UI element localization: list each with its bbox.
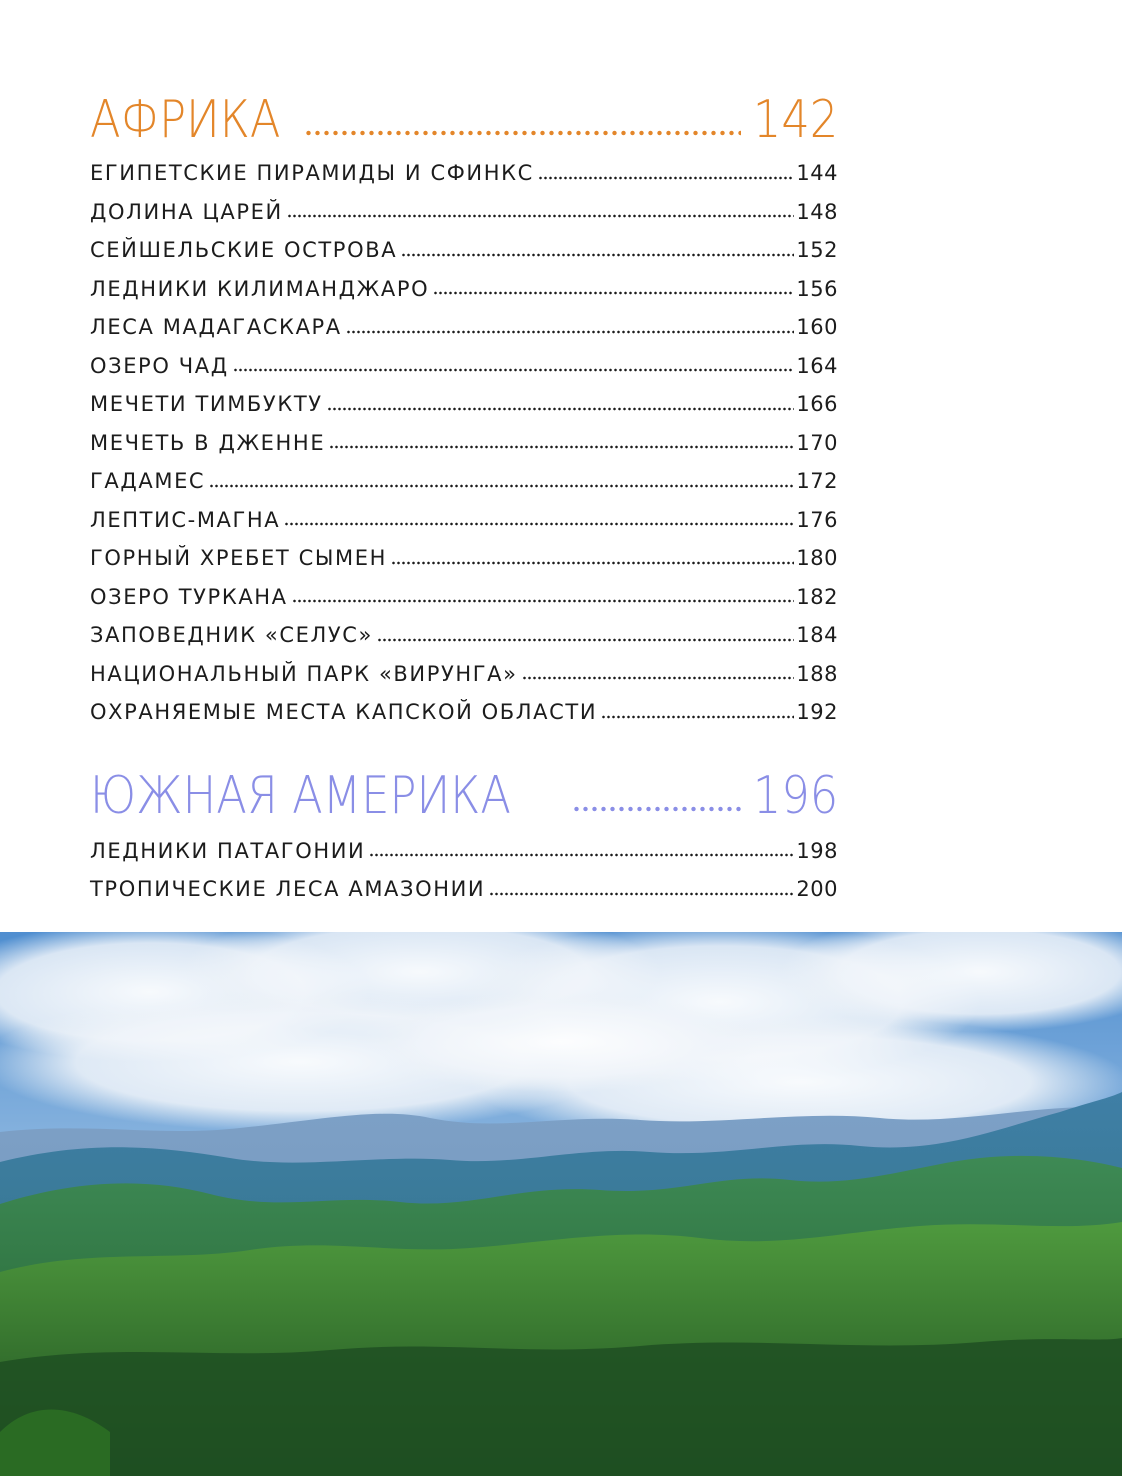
- toc-entry[interactable]: [90, 154, 838, 193]
- section-page-number: 196: [752, 765, 838, 826]
- dot-leader: [233, 366, 795, 374]
- dot-leader: [346, 328, 795, 336]
- toc-entry-label: ЗАПОВЕДНИК «СЕЛУС»: [90, 623, 373, 647]
- toc-entry[interactable]: [90, 832, 838, 871]
- toc-entry-label: ЛЕДНИКИ ПАТАГОНИИ: [90, 838, 366, 863]
- toc-entry-label: ОХРАНЯЕМЫЕ МЕСТА КАПСКОЙ ОБЛАСТИ: [90, 700, 598, 724]
- toc-entry-page: 182: [796, 584, 838, 609]
- section-title: АФРИКА: [90, 90, 281, 150]
- dot-leader: [369, 851, 794, 859]
- toc-entry-label: ЕГИПЕТСКИЕ ПИРАМИДЫ И СФИНКС: [90, 161, 534, 185]
- section-heading-africa[interactable]: [90, 88, 838, 152]
- section-heading-south-america[interactable]: [90, 764, 838, 828]
- toc-entry-page: 152: [796, 238, 838, 262]
- table-of-contents: [90, 88, 838, 909]
- toc-entry-label: МЕЧЕТЬ В ДЖЕННЕ: [90, 430, 326, 455]
- toc-entry-page: 148: [796, 199, 838, 224]
- toc-entry-label: ЛЕДНИКИ КИЛИМАНДЖАРО: [90, 276, 430, 301]
- dot-leader: [489, 890, 794, 898]
- toc-entry-page: 170: [796, 430, 838, 455]
- toc-entry-label: СЕЙШЕЛЬСКИЕ ОСТРОВА: [90, 238, 398, 262]
- dot-leader: [292, 597, 795, 605]
- section-page-number: 142: [752, 90, 838, 150]
- toc-entry-page: 200: [796, 877, 838, 901]
- toc-list-south-america: [90, 832, 838, 909]
- toc-entry[interactable]: [90, 539, 838, 578]
- toc-entry[interactable]: [90, 424, 838, 463]
- dot-leader: [327, 405, 795, 413]
- dot-leader: [287, 212, 795, 220]
- toc-entry-page: 188: [796, 661, 838, 686]
- dot-leader: [572, 802, 741, 816]
- toc-entry-page: 164: [796, 353, 838, 378]
- toc-entry-page: 198: [796, 838, 838, 863]
- toc-entry-page: 180: [796, 546, 838, 570]
- toc-entry[interactable]: [90, 462, 838, 501]
- toc-entry[interactable]: [90, 501, 838, 540]
- mountain-forest-illustration: [0, 932, 1122, 1476]
- toc-entry-label: ОЗЕРО ЧАД: [90, 353, 229, 378]
- toc-entry-page: 166: [796, 392, 838, 416]
- toc-entry[interactable]: [90, 270, 838, 309]
- dot-leader: [391, 559, 794, 567]
- toc-entry[interactable]: [90, 193, 838, 232]
- toc-entry-label: ЛЕПТИС-МАГНА: [90, 507, 281, 532]
- dot-leader: [377, 636, 794, 644]
- landscape-photo: [0, 932, 1122, 1476]
- toc-entry-label: ГОРНЫЙ ХРЕБЕТ СЫМЕН: [90, 546, 387, 570]
- dot-leader: [329, 443, 794, 451]
- dot-leader: [209, 482, 794, 490]
- toc-entry-label: ТРОПИЧЕСКИЕ ЛЕСА АМАЗОНИИ: [90, 877, 486, 901]
- toc-entry-label: МЕЧЕТИ ТИМБУКТУ: [90, 392, 323, 416]
- toc-entry-page: 192: [796, 700, 838, 724]
- toc-entry-page: 172: [796, 469, 838, 493]
- toc-entry-label: ДОЛИНА ЦАРЕЙ: [90, 199, 283, 224]
- toc-entry[interactable]: [90, 616, 838, 655]
- toc-entry[interactable]: [90, 347, 838, 386]
- section-title: ЮЖНАЯ АМЕРИКА: [90, 765, 511, 826]
- toc-entry-label: НАЦИОНАЛЬНЫЙ ПАРК «ВИРУНГА»: [90, 661, 518, 686]
- toc-entry-label: ОЗЕРО ТУРКАНА: [90, 584, 288, 609]
- toc-entry[interactable]: [90, 231, 838, 270]
- toc-entry[interactable]: [90, 308, 838, 347]
- toc-entry[interactable]: [90, 693, 838, 732]
- toc-entry-page: 176: [796, 507, 838, 532]
- dot-leader: [401, 251, 794, 259]
- toc-entry-page: 144: [796, 161, 838, 185]
- toc-list-africa: [90, 154, 838, 732]
- dot-leader: [284, 520, 794, 528]
- toc-entry[interactable]: [90, 385, 838, 424]
- toc-entry-label: ЛЕСА МАДАГАСКАРА: [90, 315, 342, 339]
- toc-entry-page: 160: [796, 315, 838, 339]
- dot-leader: [522, 674, 795, 682]
- dot-leader: [433, 289, 794, 297]
- dot-leader: [304, 126, 741, 140]
- toc-entry-page: 156: [796, 276, 838, 301]
- toc-entry[interactable]: [90, 655, 838, 694]
- toc-entry-page: 184: [796, 623, 838, 647]
- toc-entry[interactable]: [90, 578, 838, 617]
- toc-entry[interactable]: [90, 870, 838, 909]
- dot-leader: [538, 174, 795, 182]
- dot-leader: [601, 713, 794, 721]
- toc-entry-label: ГАДАМЕС: [90, 469, 206, 493]
